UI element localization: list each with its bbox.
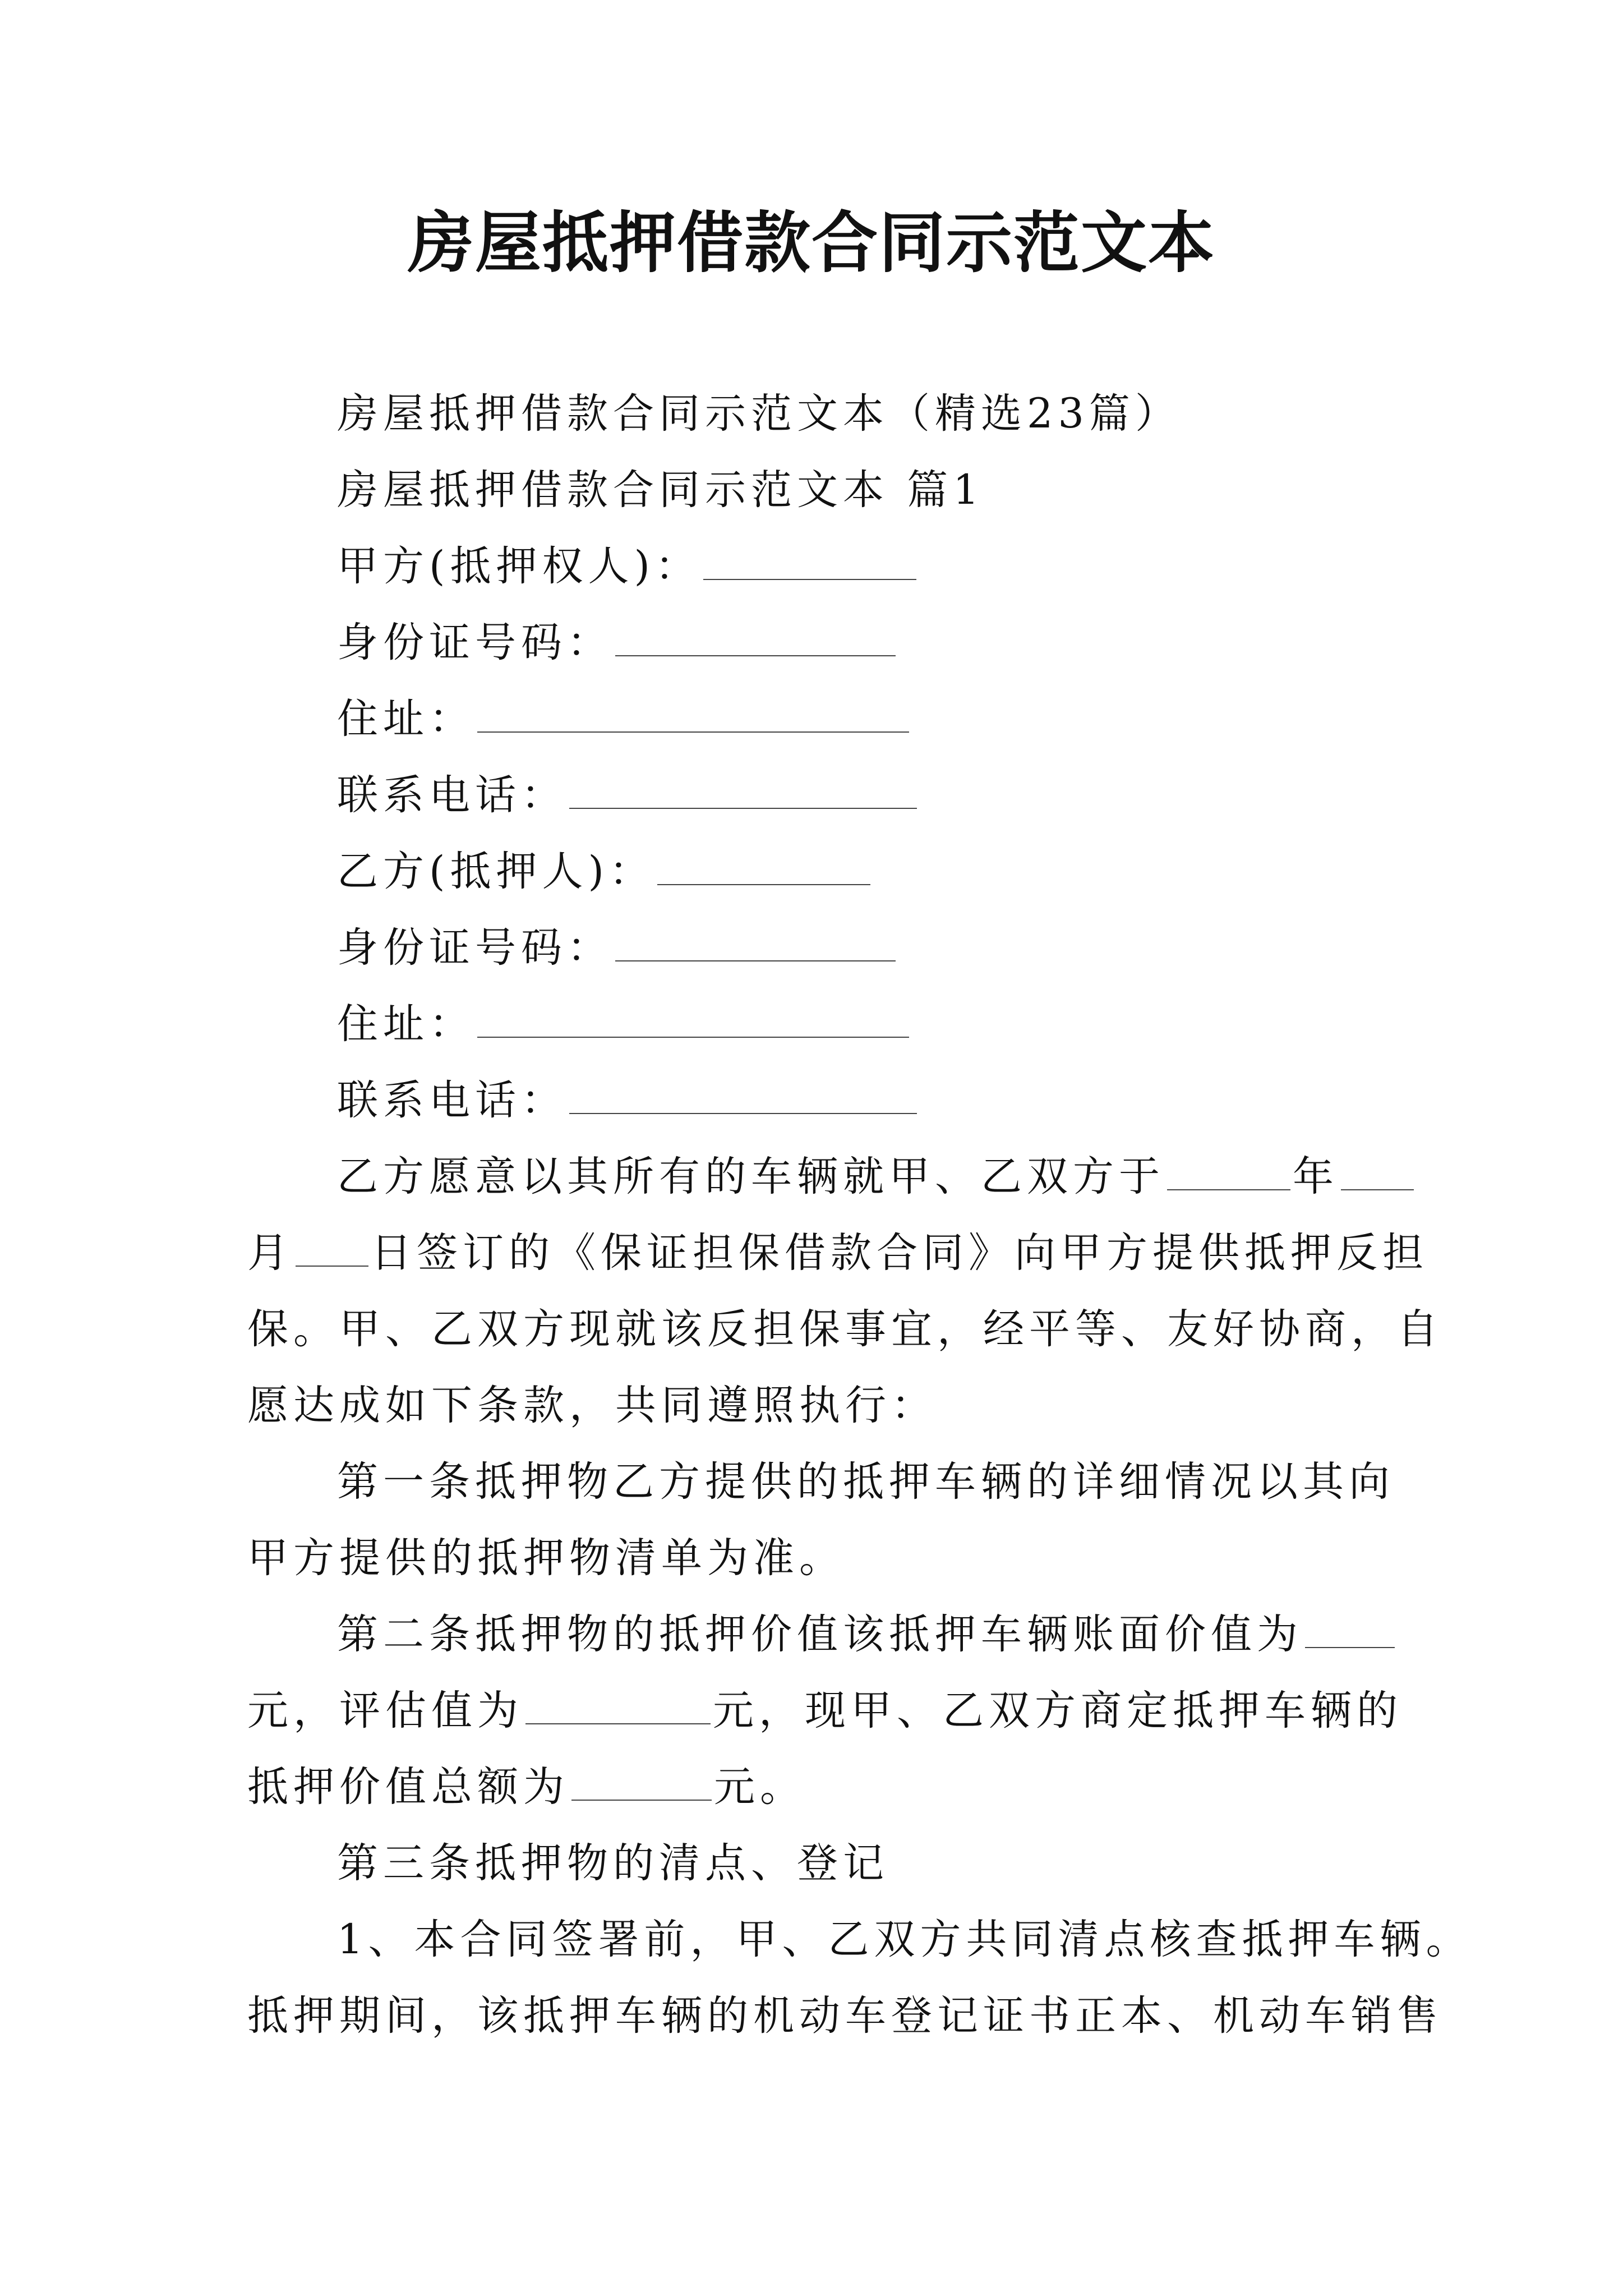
party-b-label: 乙方(抵押人)： <box>337 848 655 895</box>
party-b-id-label: 身份证号码： <box>337 924 613 972</box>
article-3-line <box>247 1978 1443 2054</box>
party-a-phone-line <box>247 757 1386 834</box>
paragraph-text: 乙方愿意以其所有的车辆就甲、乙双方于 <box>337 1153 1165 1200</box>
year-blank <box>1167 1154 1290 1190</box>
assessed-value-blank <box>525 1688 711 1724</box>
section-heading <box>247 452 1386 528</box>
party-b-line <box>247 834 1386 910</box>
party-b-phone-blank <box>569 1078 917 1114</box>
day-blank <box>296 1231 368 1267</box>
article-2-text: 元，现甲、乙双方商定抵押车辆的 <box>713 1687 1403 1734</box>
article-2-line <box>247 1673 1403 1749</box>
article-1-line <box>247 1444 1395 1520</box>
paragraph-text: 保。甲、乙双方现就该反担保事宜，经平等、友好协商，自 <box>247 1305 1443 1353</box>
party-a-address-line <box>247 681 1386 757</box>
paragraph-line <box>247 1368 1386 1444</box>
party-b-address-blank <box>477 1002 909 1038</box>
document-body <box>247 376 1472 2054</box>
article-2-text: 元。 <box>714 1763 806 1811</box>
party-b-blank <box>657 849 870 885</box>
article-3-heading <box>247 1825 1386 1902</box>
party-a-id-line <box>247 605 1386 681</box>
paragraph-line <box>247 1291 1443 1368</box>
article-3-text: 1、本合同签署前，甲、乙双方共同清点核查抵押车辆。 <box>337 1916 1472 1963</box>
subtitle-line <box>247 376 1386 452</box>
subtitle-text: 房屋抵押借款合同示范文本（精选23篇） <box>337 390 1181 438</box>
party-b-id-blank <box>615 926 896 961</box>
article-3-text: 抵押期间，该抵押车辆的机动车登记证书正本、机动车销售 <box>247 1992 1443 2040</box>
party-a-phone-blank <box>569 773 917 809</box>
paragraph-text: 月 <box>247 1229 293 1277</box>
party-b-phone-line <box>247 1062 1386 1139</box>
paragraph-text: 日签订的《保证担保借款合同》向甲方提供抵押反担 <box>371 1229 1428 1277</box>
party-a-address-blank <box>477 697 909 733</box>
section-heading-text: 房屋抵押借款合同示范文本 篇1 <box>337 466 984 514</box>
article-3-heading-text: 第三条抵押物的清点、登记 <box>337 1839 889 1887</box>
party-a-phone-label: 联系电话： <box>337 771 567 819</box>
party-a-id-label: 身份证号码： <box>337 619 613 666</box>
party-b-phone-label: 联系电话： <box>337 1076 567 1124</box>
party-a-address-label: 住址： <box>337 695 475 743</box>
document-title: 房屋抵押借款合同示范文本 <box>407 204 1215 282</box>
article-1-line <box>247 1520 1386 1596</box>
book-value-blank <box>1305 1612 1395 1648</box>
paragraph-line <box>247 1139 1386 1215</box>
paragraph-text: 愿达成如下条款，共同遵照执行： <box>247 1382 937 1429</box>
paragraph-text: 年 <box>1293 1153 1339 1200</box>
party-a-line <box>247 528 1386 605</box>
article-2-text: 元，评估值为 <box>247 1687 523 1734</box>
party-a-id-blank <box>615 620 896 656</box>
paragraph-line <box>247 1215 1428 1291</box>
article-2-line <box>247 1596 1386 1673</box>
party-b-address-line <box>247 986 1386 1062</box>
party-b-address-label: 住址： <box>337 1000 475 1048</box>
article-2-text: 抵押价值总额为 <box>247 1763 569 1811</box>
article-3-line <box>247 1902 1472 1978</box>
article-1-text: 第一条抵押物乙方提供的抵押车辆的详细情况以其向 <box>337 1458 1395 1506</box>
party-b-id-line <box>247 910 1386 986</box>
month-blank <box>1341 1154 1414 1190</box>
party-a-blank <box>703 544 916 580</box>
total-value-blank <box>571 1765 712 1801</box>
article-1-text: 甲方提供的抵押物清单为准。 <box>247 1534 845 1582</box>
article-2-line <box>247 1749 1386 1825</box>
article-2-text: 第二条抵押物的抵押价值该抵押车辆账面价值为 <box>337 1611 1303 1658</box>
party-a-label: 甲方(抵押权人)： <box>337 542 701 590</box>
